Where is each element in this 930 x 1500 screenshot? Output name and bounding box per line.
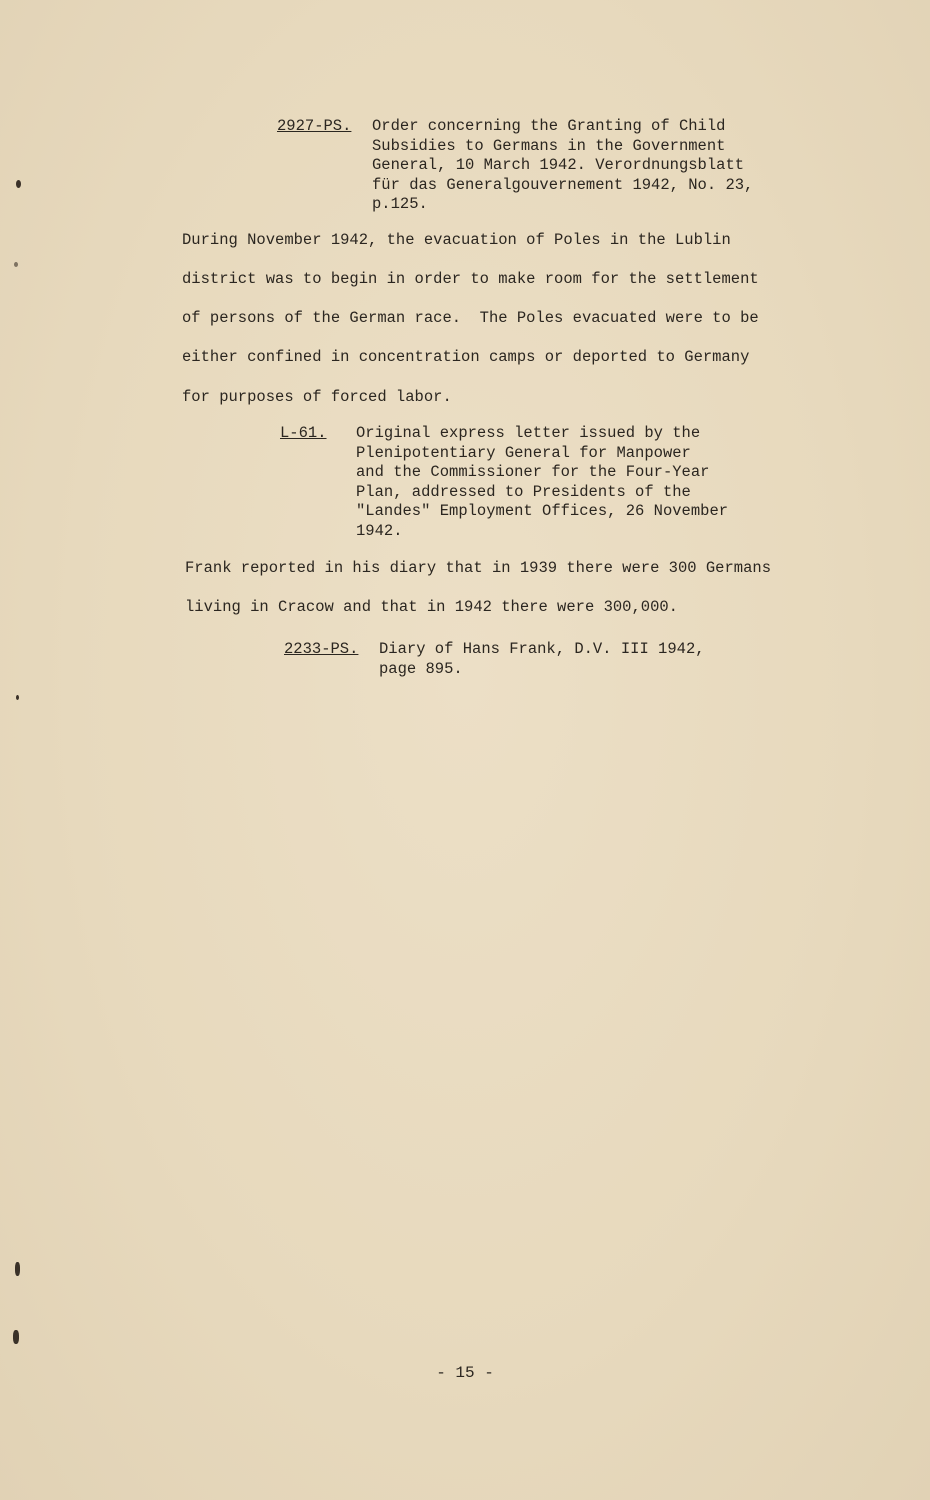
citation-reference: 2233-PS. — [284, 640, 359, 658]
ink-speck — [16, 695, 19, 700]
citation-reference: 2927-PS. — [277, 117, 352, 135]
binding-hole-mark — [15, 1262, 20, 1276]
paragraph-1-line-2: district was to begin in order to make room for the settlement — [182, 270, 759, 288]
citation-l-61 — [280, 424, 786, 541]
citation-description: Diary of Hans Frank, D.V. III 1942, page 895. — [379, 640, 705, 678]
citation-2233-ps — [284, 640, 779, 679]
citation-2927-ps — [277, 117, 792, 215]
page-number: - 15 - — [436, 1364, 494, 1382]
paragraph-1-line-4: either confined in concentration camps or deported to Germany — [182, 348, 750, 366]
paragraph-1-line-1: During November 1942, the evacuation of Poles in the Lublin — [182, 231, 731, 249]
paragraph-2-line-1: Frank reported in his diary that in 1939 there were 300 Germans — [185, 559, 771, 577]
binding-hole-mark — [13, 1330, 19, 1344]
ink-speck — [16, 180, 21, 188]
citation-description: Order concerning the Granting of Child Subsidies to Germans in the Government General, 10 March 1942. Verordnungsblatt für das Generalgouvernement 1942, No. 23, p.125. — [372, 117, 754, 213]
citation-description: Original express letter issued by the Plenipotentiary General for Manpower and the Commissioner for the Four-Year Plan, addressed to Presidents of the "Landes" Employment Offices, 26 November 1942. — [356, 424, 729, 540]
paragraph-2-line-2: living in Cracow and that in 1942 there were 300,000. — [185, 598, 678, 616]
citation-reference: L-61. — [280, 424, 327, 442]
paragraph-1-line-5: for purposes of forced labor. — [182, 388, 452, 406]
paragraph-1-line-3: of persons of the German race. The Poles evacuated were to be — [182, 309, 759, 327]
ink-speck — [14, 262, 18, 267]
